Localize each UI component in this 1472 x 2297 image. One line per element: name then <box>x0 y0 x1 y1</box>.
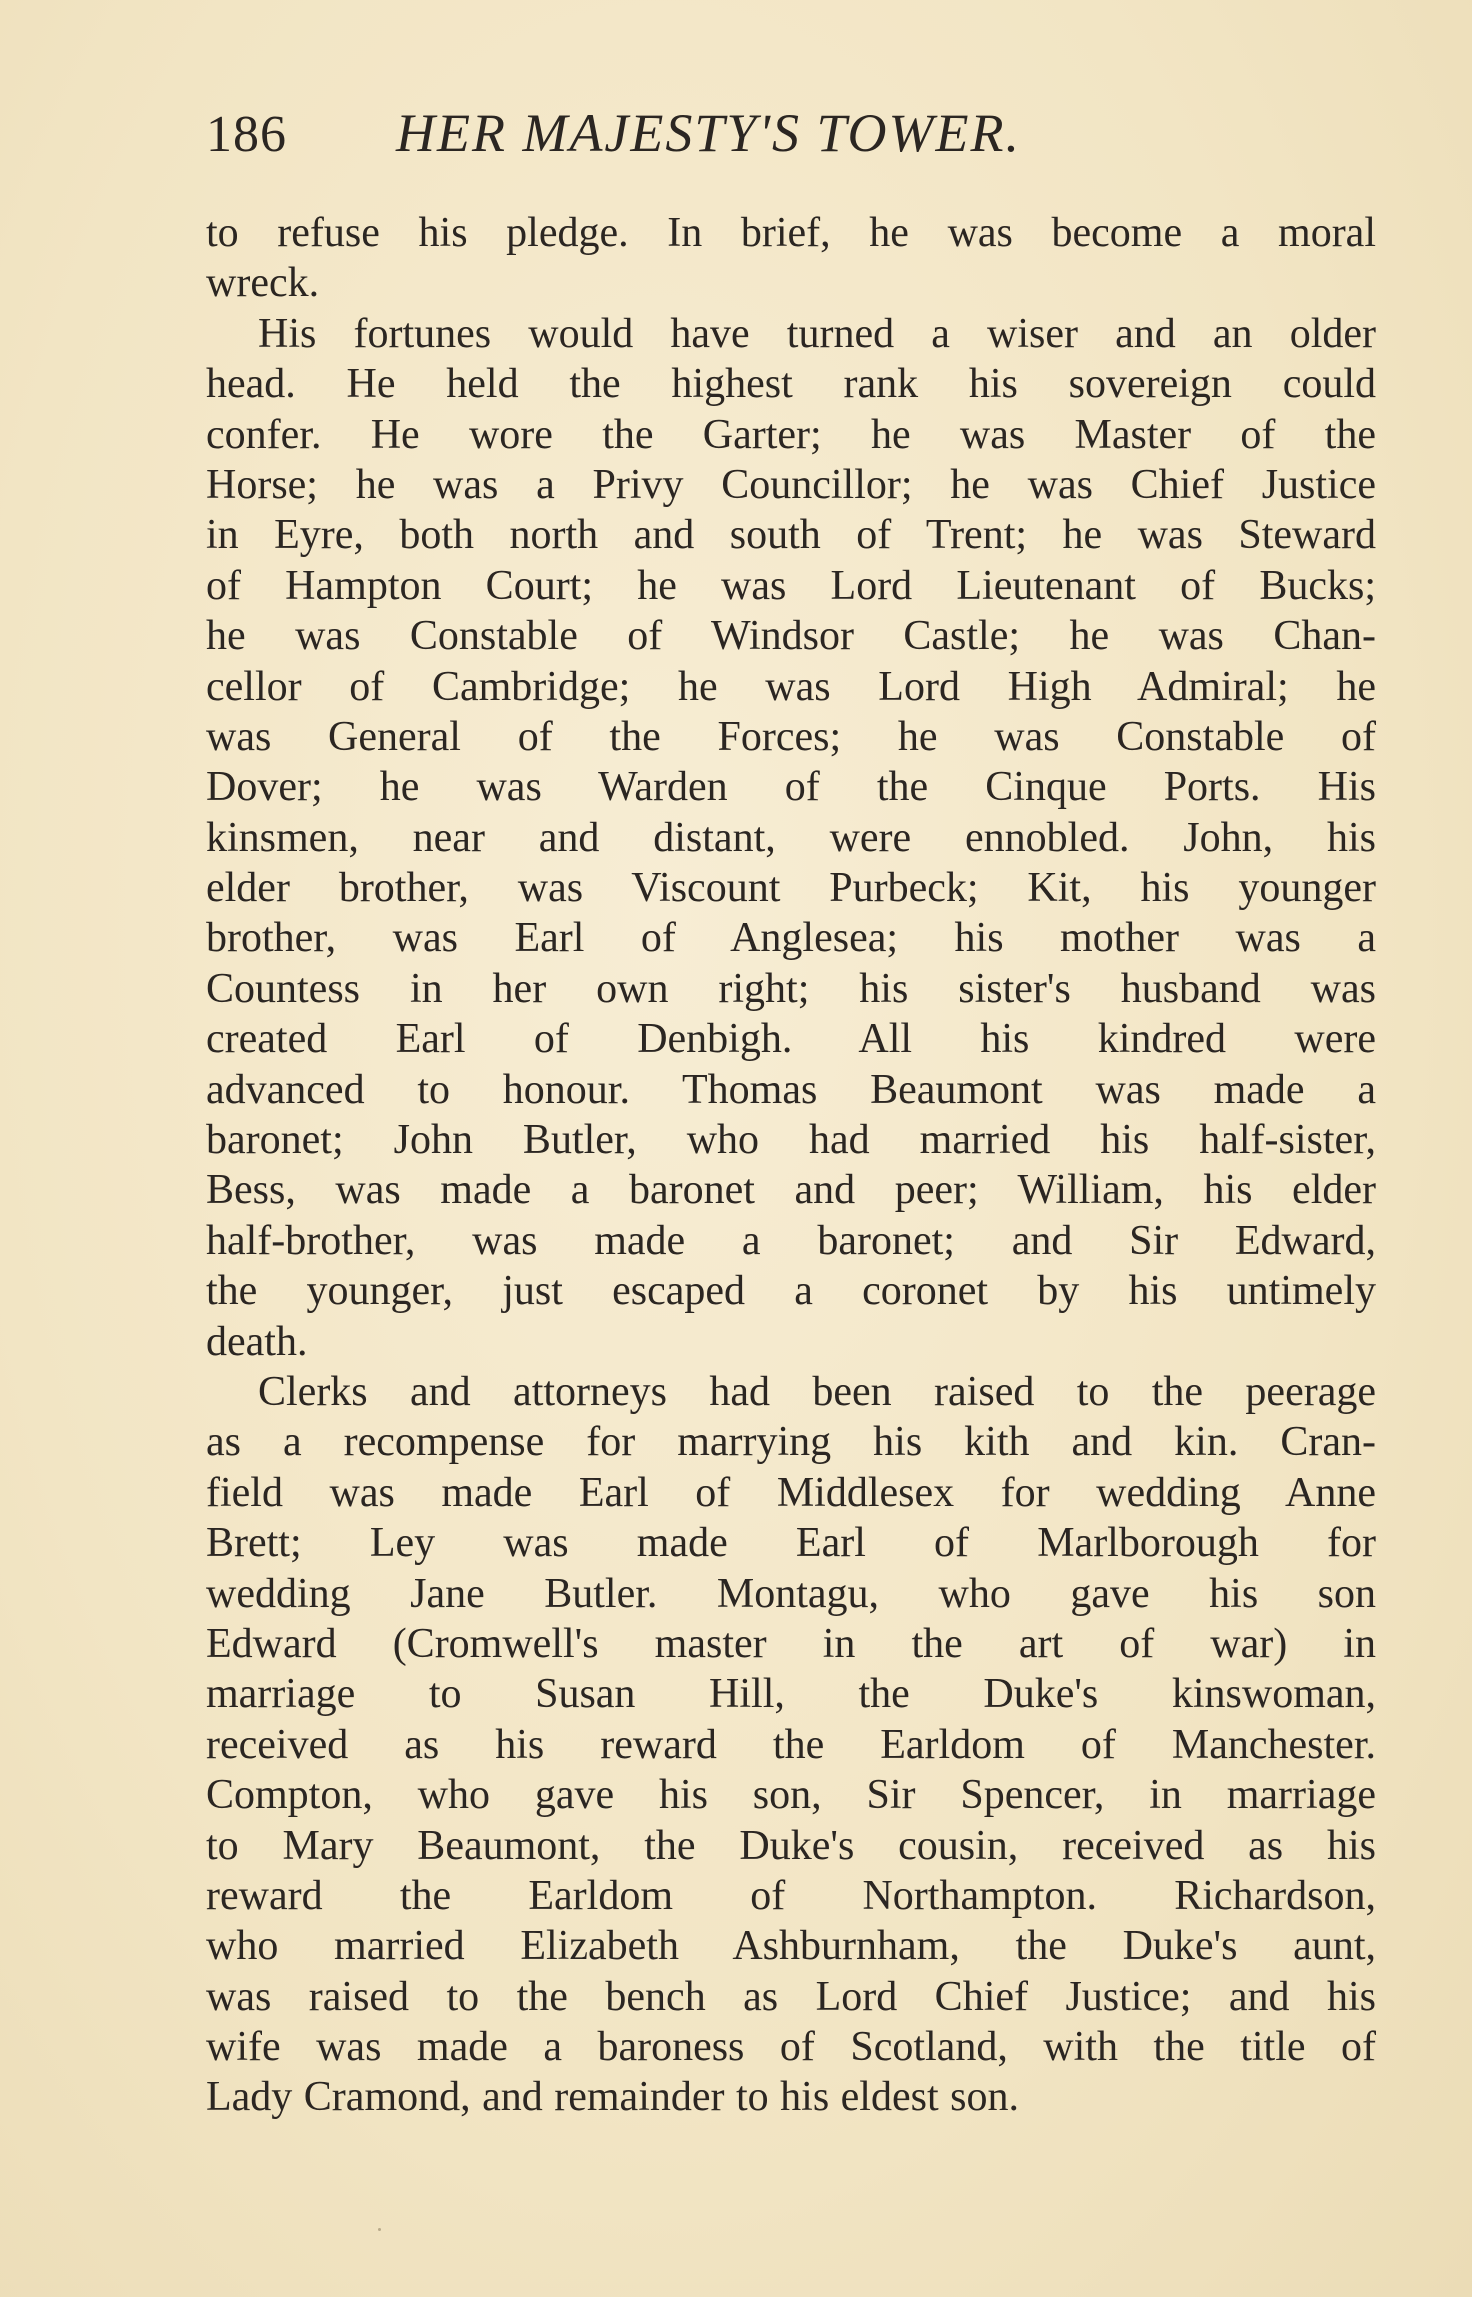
text-line: of Hampton Court; he was Lord Lieutenant of Bucks; <box>206 562 1376 609</box>
text-line: created Earl of Denbigh. All his kindred were <box>206 1016 1376 1063</box>
text-line: Lady Cramond, and remainder to his eldest son. <box>206 2074 1019 2121</box>
text-line: he was Constable of Windsor Castle; he was Chan- <box>206 613 1376 660</box>
page-number: 186 <box>206 106 287 163</box>
text-line: the younger, just escaped a coronet by his untimely <box>206 1268 1376 1315</box>
text-line: Horse; he was a Privy Councillor; he was Chief Justice <box>206 461 1376 508</box>
text-line: who married Elizabeth Ashburnham, the Duke's aunt, <box>206 1923 1376 1970</box>
text-line: kinsmen, near and distant, were ennobled. John, his <box>206 814 1376 861</box>
text-line: wedding Jane Butler. Montagu, who gave his son <box>206 1570 1376 1617</box>
text-line: to refuse his pledge. In brief, he was become a moral <box>206 210 1376 256</box>
text-line: field was made Earl of Middlesex for wedding Anne <box>206 1469 1376 1516</box>
running-header <box>206 98 1376 168</box>
text-line: Dover; he was Warden of the Cinque Ports. His <box>206 764 1376 811</box>
text-line: cellor of Cambridge; he was Lord High Admiral; he <box>206 663 1376 710</box>
text-line: received as his reward the Earldom of Manchester. <box>206 1721 1376 1768</box>
text-line: brother, was Earl of Anglesea; his mother was a <box>206 915 1376 962</box>
text-line: as a recompense for marrying his kith and kin. Cran- <box>206 1419 1376 1466</box>
text-line: Compton, who gave his son, Sir Spencer, in marriage <box>206 1772 1376 1819</box>
text-line: Clerks and attorneys had been raised to the peerage <box>258 1368 1376 1415</box>
paragraph <box>206 208 1376 309</box>
text-line: advanced to honour. Thomas Beaumont was made a <box>206 1066 1376 1113</box>
text-line: Edward (Cromwell's master in the art of war) in <box>206 1620 1376 1667</box>
paragraph <box>206 1367 1376 2123</box>
body-text <box>206 208 1376 2123</box>
text-line: reward the Earldom of Northampton. Richardson, <box>206 1872 1376 1919</box>
text-line: Countess in her own right; his sister's husband was <box>206 965 1376 1012</box>
paper-speck <box>378 2228 381 2231</box>
text-line: death. <box>206 1318 308 1365</box>
text-line: marriage to Susan Hill, the Duke's kinswoman, <box>206 1671 1376 1718</box>
text-line: elder brother, was Viscount Purbeck; Kit, his younger <box>206 865 1376 912</box>
text-line: wreck. <box>206 260 320 307</box>
text-line: was raised to the bench as Lord Chief Justice; and his <box>206 1973 1376 2020</box>
text-line: was General of the Forces; he was Constable of <box>206 713 1376 760</box>
text-line: half-brother, was made a baronet; and Sir Edward, <box>206 1217 1376 1264</box>
text-line: to Mary Beaumont, the Duke's cousin, received as his <box>206 1822 1376 1869</box>
text-line: His fortunes would have turned a wiser and an older <box>258 310 1376 357</box>
paragraph <box>206 309 1376 1367</box>
text-line: head. He held the highest rank his sovereign could <box>206 361 1376 408</box>
text-line: in Eyre, both north and south of Trent; he was Steward <box>206 512 1376 559</box>
text-line: Bess, was made a baronet and peer; William, his elder <box>206 1167 1376 1214</box>
text-line: Brett; Ley was made Earl of Marlborough for <box>206 1520 1376 1567</box>
text-line: baronet; John Butler, who had married his half-sister, <box>206 1117 1376 1164</box>
text-line: wife was made a baroness of Scotland, with the title of <box>206 2024 1376 2071</box>
text-line: confer. He wore the Garter; he was Master of the <box>206 411 1376 458</box>
running-title: HER MAJESTY'S TOWER. <box>396 103 1022 163</box>
